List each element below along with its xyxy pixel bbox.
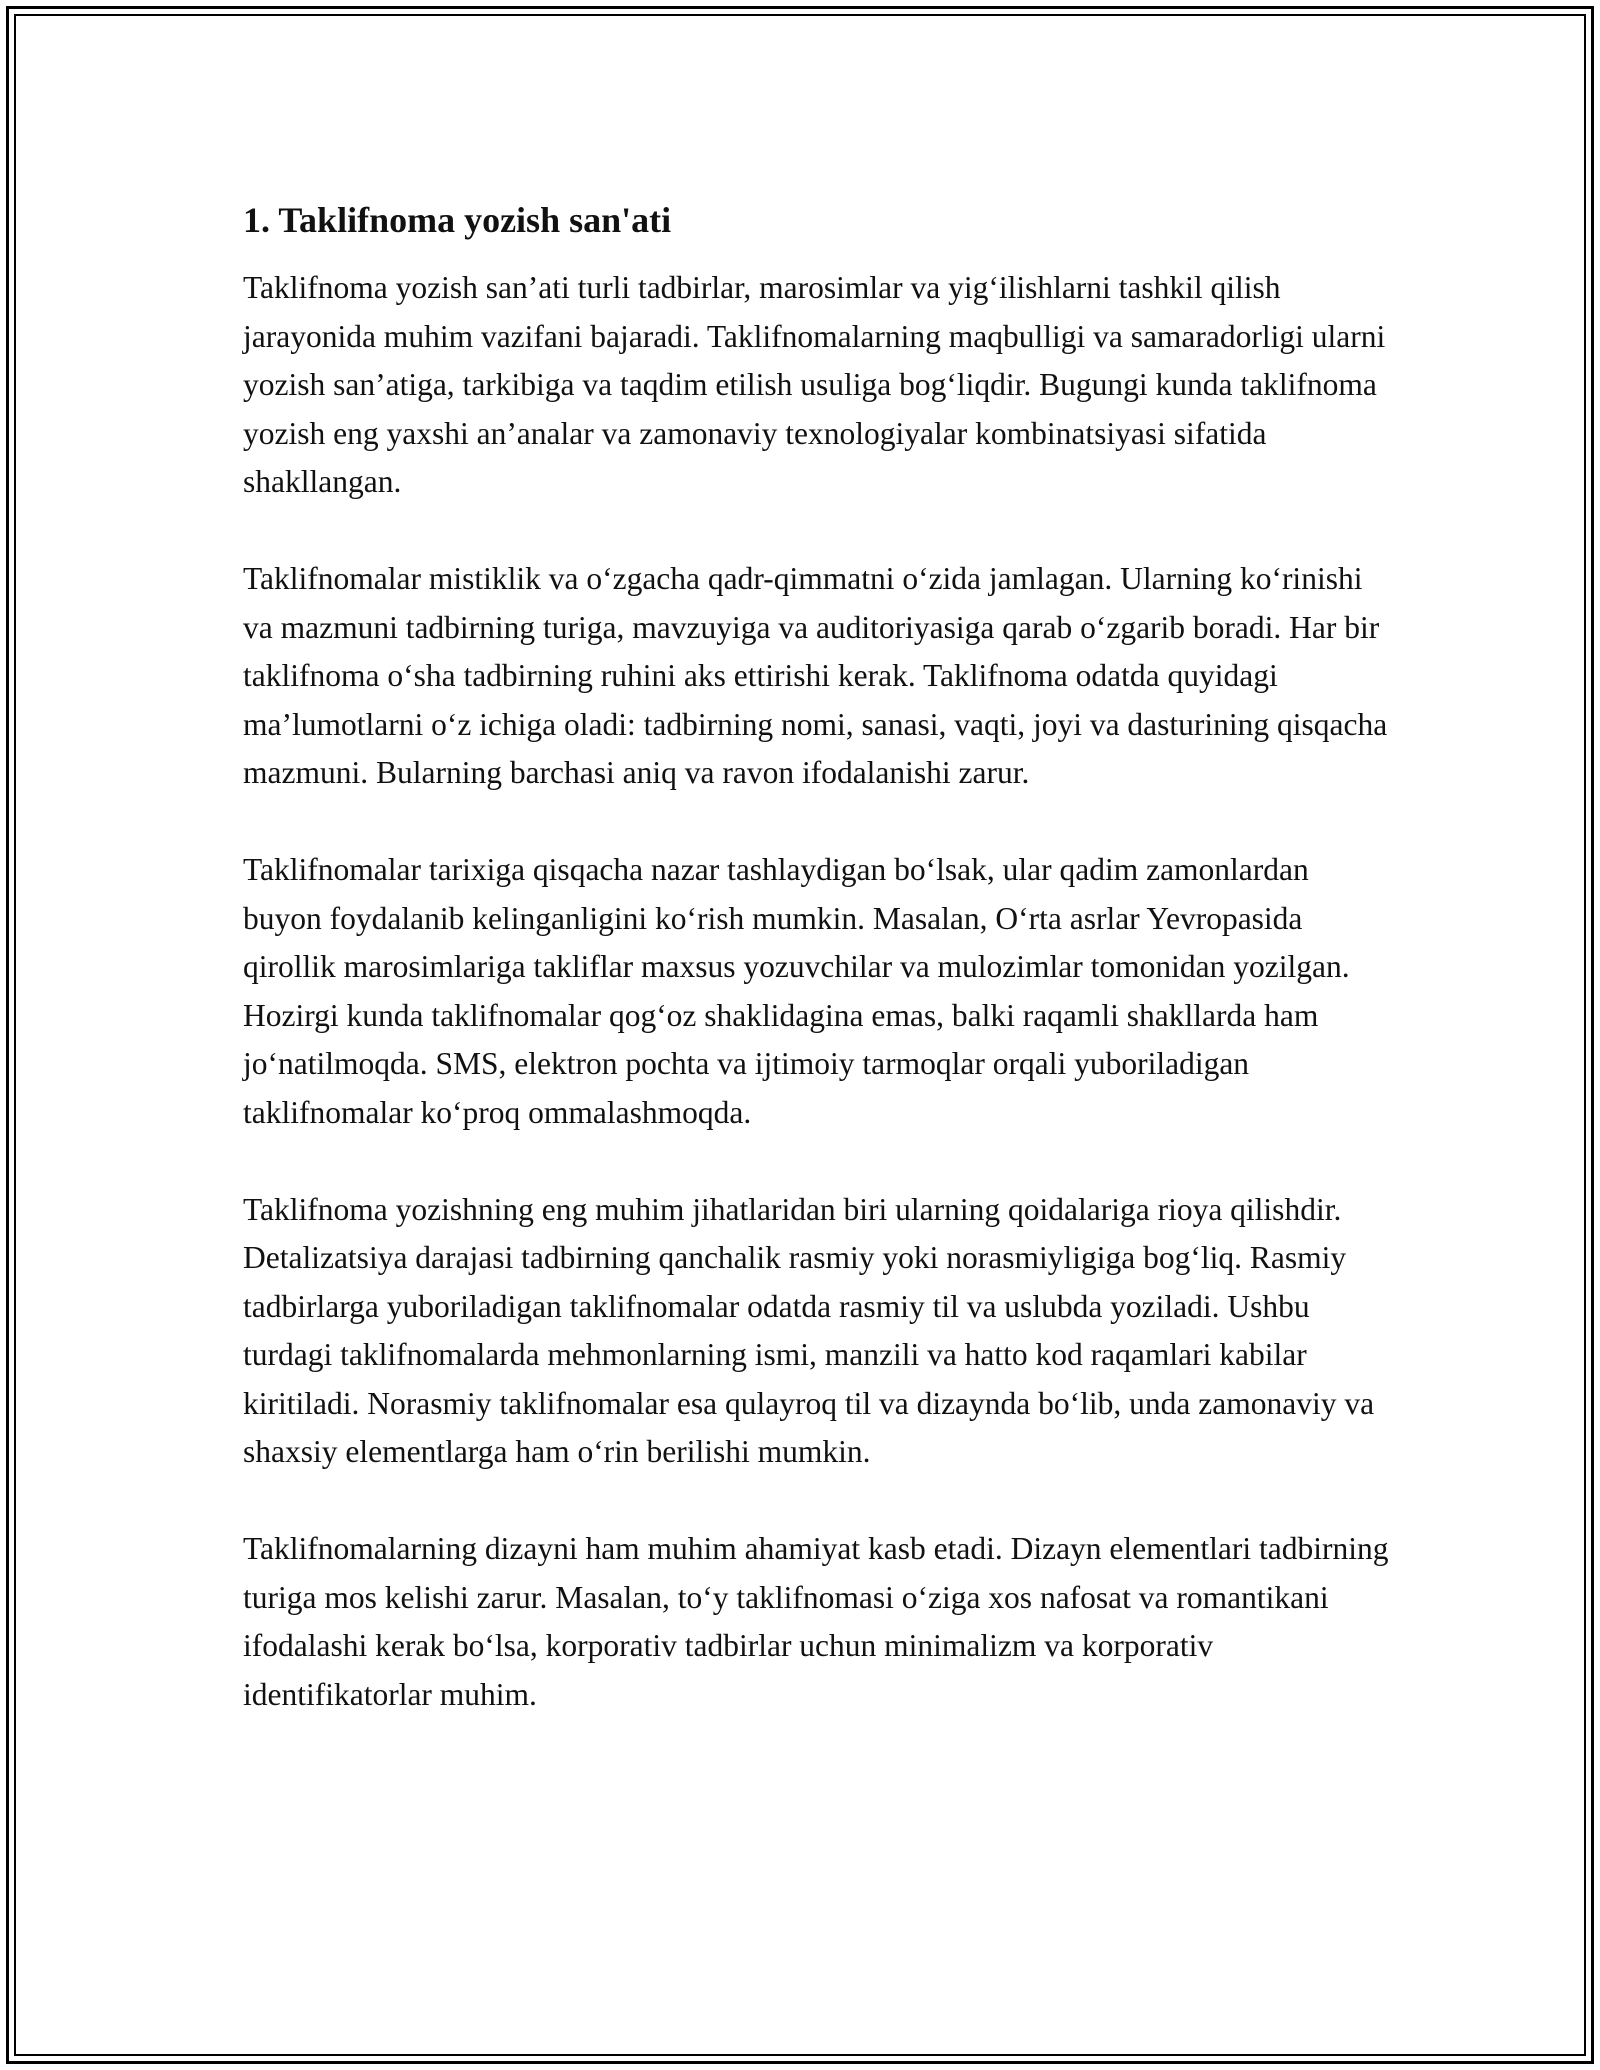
paragraph-2: Taklifnomalar mistiklik va o‘zgacha qadr-qimmatni o‘zida jamlagan. Ularning ko‘rinishi va mazmuni tadbirning turiga, mavzuyiga va auditoriyasiga qarab o‘zgarib boradi. Har bir taklifnoma o‘sha tadbirning ruhini aks ettirishi kerak. Taklifnoma odatda quyidagi ma’lumotlarni o‘z ichiga oladi: tadbirning nomi, sanasi, vaqti, joyi va dasturining qisqacha mazmuni. Bularning barchasi aniq va ravon ifodalanishi zarur. (243, 561, 1388, 790)
page-border-inner (14, 14, 1586, 2056)
section-title: 1. Taklifnoma yozish san'ati (243, 200, 672, 240)
paragraph-1: Taklifnoma yozish san’ati turli tadbirlar, marosimlar va yig‘ilishlarni tashkil qilish jarayonida muhim vazifani bajaradi. Taklifnomalarning maqbulligi va samaradorligi ularni yozish san’atiga, tarkibiga va taqdim etilish usuliga bog‘liqdir. Bugungi kunda taklifnoma yozish eng yaxshi an’analar va zamonaviy texnologiyalar kombinatsiyasi sifatida shakllangan. (243, 270, 1386, 499)
paragraph-5: Taklifnomalarning dizayni ham muhim ahamiyat kasb etadi. Dizayn elementlari tadbirning turiga mos kelishi zarur. Masalan, to‘y taklifnomasi o‘ziga xos nafosat va romantikani ifodalashi kerak bo‘lsa, korporativ tadbirlar uchun minimalizm va korporativ identifikatorlar muhim. (243, 1531, 1389, 1712)
page-border (6, 6, 1594, 2064)
paragraph-4: Taklifnoma yozishning eng muhim jihatlaridan biri ularning qoidalariga rioya qilishdir. Detalizatsiya darajasi tadbirning qanchalik rasmiy yoki norasmiyligiga bog‘liq. Rasmiy tadbirlarga yuboriladigan taklifnomalar odatda rasmiy til va uslubda yoziladi. Ushbu turdagi taklifnomalarda mehmonlarning ismi, manzili va hatto kod raqamlari kabilar kiritiladi. Norasmiy taklifnomalar esa qulayroq til va dizaynda bo‘lib, unda zamonaviy va shaxsiy elementlarga ham o‘rin berilishi mumkin. (243, 1191, 1375, 1469)
paragraph-3: Taklifnomalar tarixiga qisqacha nazar tashlaydigan bo‘lsak, ular qadim zamonlardan buyon foydalanib kelinganligini ko‘rish mumkin. Masalan, O‘rta asrlar Yevropasida qirollik marosimlariga takliflar maxsus yozuvchilar va mulozimlar tomonidan yozilgan. Hozirgi kunda taklifnomalar qog‘oz shaklidagina emas, balki raqamli shakllarda ham jo‘natilmoqda. SMS, elektron pochta va ijtimoiy tarmoqlar orqali yuboriladigan taklifnomalar ko‘proq ommalashmoqda. (243, 852, 1350, 1130)
document-body (243, 196, 1393, 1719)
